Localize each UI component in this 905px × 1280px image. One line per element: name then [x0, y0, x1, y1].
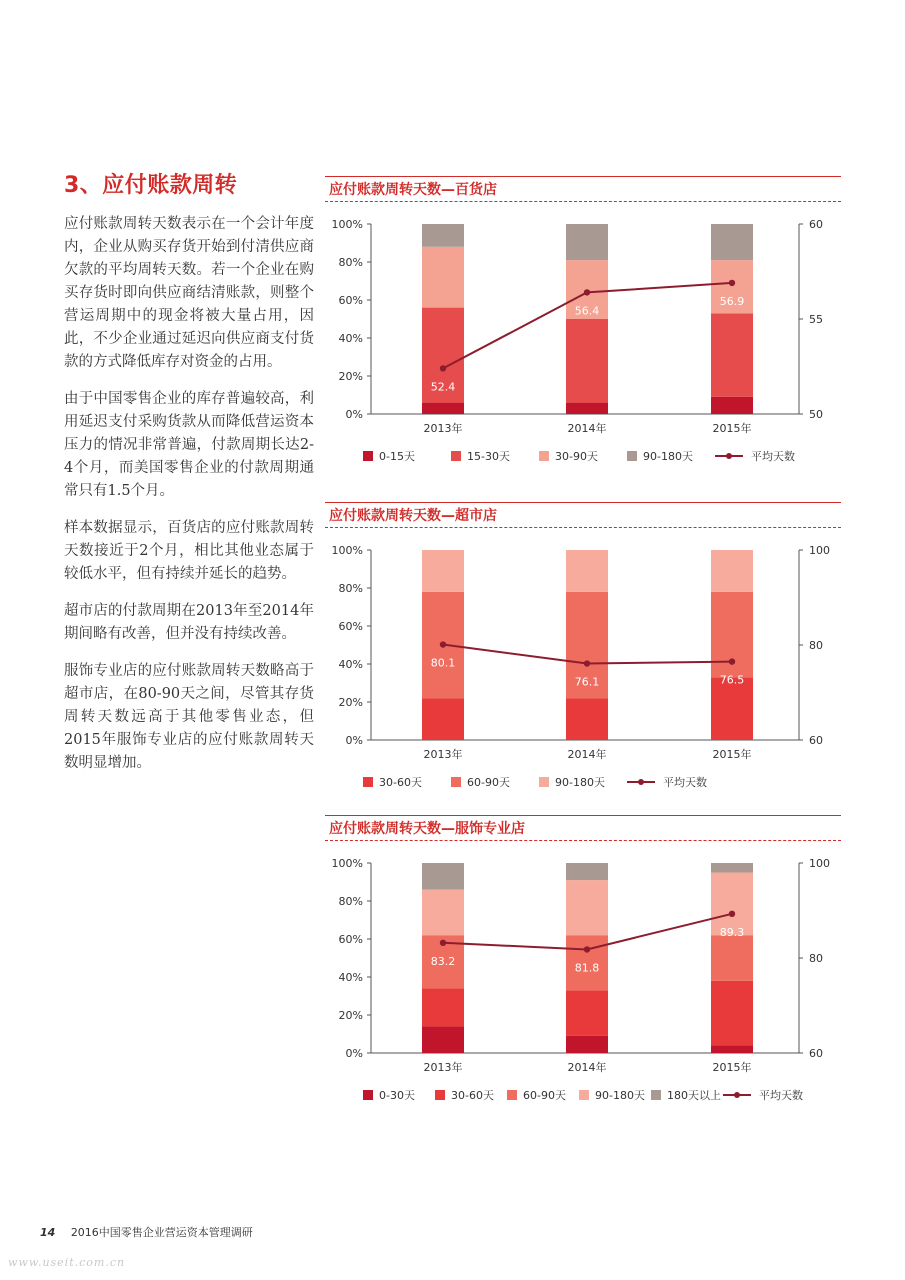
left-tick-label: 40%: [338, 971, 363, 984]
line-data-label: 56.4: [574, 304, 600, 318]
legend-swatch: [539, 777, 549, 787]
right-tick-label: 60: [809, 218, 823, 231]
bar-segment: [566, 863, 608, 880]
line-point: [440, 940, 446, 946]
left-tick-label: 0%: [345, 1047, 363, 1060]
paragraph-3: 样本数据显示，百货店的应付账款周转天数接近于2个月，相比其他业态属于较低水平，但有持续并延长的趋势。: [64, 520, 314, 582]
left-tick-label: 60%: [338, 294, 363, 307]
chart-title: 应付账款周转天数—服饰专业店: [329, 821, 525, 837]
line-data-label: 80.1: [430, 656, 456, 670]
legend-swatch: [451, 451, 461, 461]
right-tick-label: 60: [809, 1047, 823, 1060]
left-tick-label: 20%: [338, 696, 363, 709]
left-tick-label: 80%: [338, 582, 363, 595]
publication-title: 2016中国零售企业营运资本管理调研: [70, 1226, 253, 1239]
bar-segment: [422, 224, 464, 247]
chart-title-bar: [325, 502, 841, 528]
legend-line-marker: [734, 1092, 740, 1098]
legend-line-marker: [726, 453, 732, 459]
left-tick-label: 40%: [338, 332, 363, 345]
legend-swatch: [627, 451, 637, 461]
legend-swatch: [651, 1090, 661, 1100]
legend-swatch: [363, 777, 373, 787]
bar-segment: [422, 988, 464, 1026]
legend-label: 90-180天: [555, 776, 605, 789]
chart-supermarket: [325, 502, 841, 789]
bar-segment: [422, 863, 464, 890]
chart-title-bar: [325, 176, 841, 202]
bar-segment: [566, 224, 608, 260]
bar-segment: [566, 880, 608, 935]
legend-label: 0-30天: [379, 1089, 415, 1102]
category-label: 2015年: [712, 1061, 752, 1074]
left-tick-label: 80%: [338, 256, 363, 269]
legend-label: 180天以上: [667, 1089, 721, 1102]
legend-swatch: [451, 777, 461, 787]
bar-segment: [711, 397, 753, 414]
legend-label: 15-30天: [467, 450, 510, 463]
line-data-label: 81.8: [574, 961, 600, 975]
chart-title: 应付账款周转天数—超市店: [329, 508, 497, 524]
line-point: [584, 660, 590, 666]
left-tick-label: 20%: [338, 1009, 363, 1022]
bar-segment: [711, 677, 753, 740]
legend-label: 0-15天: [379, 450, 415, 463]
bar-segment: [566, 319, 608, 403]
left-tick-label: 100%: [331, 544, 363, 557]
paragraph-4: 超市店的付款周期在2013年至2014年期间略有改善，但并没有持续改善。: [64, 603, 314, 642]
bar-segment: [422, 403, 464, 414]
legend-label: 90-180天: [595, 1089, 645, 1102]
bar-segment: [566, 550, 608, 592]
legend-label: 30-60天: [451, 1089, 494, 1102]
watermark: www.useit.com.cn: [8, 1256, 126, 1269]
right-tick-label: 100: [809, 857, 830, 870]
right-tick-label: 55: [809, 313, 823, 326]
category-label: 2015年: [712, 422, 752, 435]
page-footer: [40, 1224, 253, 1240]
line-data-label: 83.2: [430, 954, 456, 968]
category-label: 2013年: [423, 1061, 463, 1074]
paragraph-5: 服饰专业店的应付账款周转天数略高于超市店，在80-90天之间，尽管其存货周转天数远高于其他零售业态，但2015年服饰专业店的应付账款周转天数明显增加。: [64, 663, 314, 771]
bar-segment: [566, 403, 608, 414]
bar-segment: [711, 224, 753, 260]
bar-segment: [566, 698, 608, 740]
line-data-label: 76.5: [719, 673, 745, 687]
line-point: [440, 641, 446, 647]
left-tick-label: 0%: [345, 408, 363, 421]
legend-line-marker: [638, 779, 644, 785]
legend-label: 60-90天: [523, 1089, 566, 1102]
chart-apparel-store: [325, 815, 841, 1102]
legend-swatch: [579, 1090, 589, 1100]
bar-segment: [422, 1026, 464, 1053]
bar-segment: [711, 550, 753, 592]
category-label: 2014年: [567, 748, 607, 761]
line-data-label: 52.4: [430, 380, 456, 394]
legend-label: 平均天数: [663, 776, 707, 789]
bar-segment: [711, 981, 753, 1046]
left-tick-label: 0%: [345, 734, 363, 747]
paragraph-1: 应付账款周转天数表示在一个会计年度内，企业从购买存货开始到付清供应商欠款的平均周转天数。若一个企业在购买存货时即向供应商结清账款，则整个营运周期中的现金将被大量占用，因此，不少企业通过延迟向供应商支付货款的方式降低库存对资金的占用。: [64, 216, 314, 370]
right-tick-label: 80: [809, 639, 823, 652]
left-tick-label: 20%: [338, 370, 363, 383]
legend-swatch: [363, 451, 373, 461]
legend-label: 30-90天: [555, 450, 598, 463]
line-data-label: 89.3: [719, 925, 745, 939]
category-label: 2014年: [567, 1061, 607, 1074]
category-label: 2013年: [423, 748, 463, 761]
left-tick-label: 100%: [331, 218, 363, 231]
bar-segment: [711, 313, 753, 397]
bar-segment: [566, 990, 608, 1036]
left-tick-label: 60%: [338, 620, 363, 633]
right-tick-label: 60: [809, 734, 823, 747]
left-tick-label: 40%: [338, 658, 363, 671]
bar-segment: [422, 247, 464, 308]
right-tick-label: 80: [809, 952, 823, 965]
section-heading: 3、应付账款周转: [64, 173, 238, 198]
legend-label: 90-180天: [643, 450, 693, 463]
bar-segment: [422, 698, 464, 740]
chart-svg: [325, 530, 841, 820]
category-label: 2015年: [712, 748, 752, 761]
line-point: [584, 289, 590, 295]
line-data-label: 56.9: [719, 294, 745, 308]
page-number: 14: [40, 1226, 56, 1239]
line-point: [440, 365, 446, 371]
bar-segment: [566, 1036, 608, 1053]
chart-department-store: [325, 176, 841, 463]
line-point: [729, 911, 735, 917]
left-tick-label: 80%: [338, 895, 363, 908]
left-tick-label: 60%: [338, 933, 363, 946]
line-point: [729, 280, 735, 286]
left-tick-label: 100%: [331, 857, 363, 870]
line-point: [584, 946, 590, 952]
chart-svg: [325, 843, 841, 1143]
chart-title-bar: [325, 815, 841, 841]
text-column: [64, 168, 314, 789]
category-label: 2013年: [423, 422, 463, 435]
category-label: 2014年: [567, 422, 607, 435]
bar-segment: [422, 890, 464, 936]
line-point: [729, 658, 735, 664]
legend-swatch: [435, 1090, 445, 1100]
chart-svg: [325, 204, 841, 494]
legend-swatch: [539, 451, 549, 461]
right-tick-label: 100: [809, 544, 830, 557]
bar-segment: [711, 1045, 753, 1053]
bar-segment: [711, 935, 753, 981]
legend-swatch: [363, 1090, 373, 1100]
right-tick-label: 50: [809, 408, 823, 421]
legend-label: 30-60天: [379, 776, 422, 789]
paragraph-2: 由于中国零售企业的库存普遍较高，利用延迟支付采购货款从而降低营运资本压力的情况非常普遍，付款周期长达2-4个月，而美国零售企业的付款周期通常只有1.5个月。: [64, 391, 314, 499]
legend-label: 平均天数: [759, 1089, 803, 1102]
chart-title: 应付账款周转天数—百货店: [329, 182, 497, 198]
legend-label: 平均天数: [751, 450, 795, 463]
line-data-label: 76.1: [574, 675, 600, 689]
legend-label: 60-90天: [467, 776, 510, 789]
bar-segment: [422, 550, 464, 592]
bar-segment: [711, 863, 753, 873]
legend-swatch: [507, 1090, 517, 1100]
